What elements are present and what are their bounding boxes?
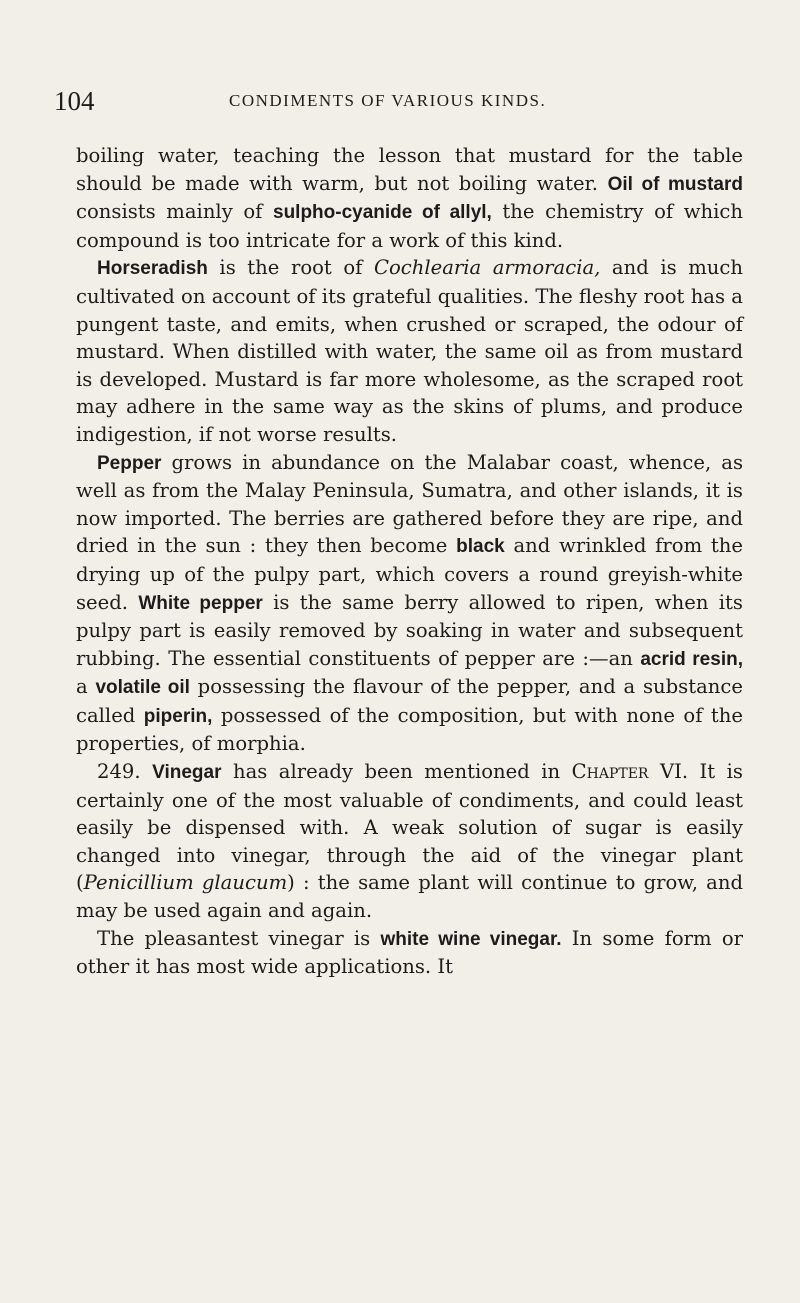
paragraph [76, 142, 743, 254]
small-caps-text: Chapter [571, 760, 649, 784]
bold-term: Horseradish [97, 258, 208, 280]
text-run: possessing the flavour of the pepper, and a substance called [76, 675, 743, 727]
text-run: and is much cultivated on account of its grateful qualities. The fleshy root has a pungent taste, and emits, when crushed or scraped, the odour of mustard. When distilled with water, the same oil as from mustard is developed. Mustard is far more wholesome, as the scraped root may adhere in the same way as the skins of plums, and produce indigestion, if not worse results. [76, 256, 743, 446]
text-run: consists mainly of [76, 200, 273, 224]
text-run: and wrinkled from the drying up of the pulpy part, which covers a round greyish-white seed. [76, 534, 743, 614]
bold-term: volatile oil [95, 677, 190, 699]
bold-term: Pepper [97, 452, 162, 474]
text-run: VI. It is certainly one of the most valuable of condiments, and could least easily be dispensed with. A weak solution of sugar is easily changed into vinegar, through the aid of the vinegar plant ( [76, 760, 743, 895]
bold-term: White pepper [138, 592, 263, 614]
paragraph [76, 758, 743, 925]
paragraph [76, 449, 743, 759]
body-text [76, 142, 743, 981]
text-run: possessed of the composition, but with none of the properties, of morphia. [76, 703, 743, 756]
text-run: is the same berry allowed to ripen, when its pulpy part is easily removed by soaking in water and subsequent rubbing. The essential constituents of pepper are :—an [76, 590, 743, 670]
text-run: ) : the same plant will continue to grow, and may be used again and again. [76, 871, 743, 923]
page-number: 104 [54, 86, 95, 116]
text-run: the chemistry of which compound is too intricate for a work of this kind. [76, 200, 743, 252]
bold-term: white wine vinegar. [380, 928, 562, 950]
text-run: boiling water, teaching the lesson that mustard for the table should be made with warm, but not boiling water. [76, 144, 743, 195]
text-run: The pleasantest vinegar is [97, 926, 381, 950]
text-run: has already been mentioned in [221, 760, 572, 784]
text-run: 249. [97, 760, 153, 784]
page-header [54, 86, 754, 126]
text-run: In some form or other it has most wide applications. It [76, 926, 743, 979]
italic-term: Penicillium glaucum [83, 871, 288, 895]
italic-term: Cochlearia armoracia, [373, 256, 601, 280]
bold-term: Oil of mustard [607, 173, 743, 195]
text-run: a [76, 675, 96, 699]
bold-term: piperin, [143, 705, 213, 727]
paragraph [76, 925, 743, 981]
bold-term: Vinegar [152, 762, 222, 784]
text-run: is the root of [207, 256, 374, 280]
bold-term: black [456, 536, 505, 558]
bold-term: acrid resin, [640, 648, 743, 670]
bold-term: sulpho-cyanide of allyl, [273, 202, 492, 224]
paragraph [76, 254, 743, 448]
running-head: CONDIMENTS OF VARIOUS KINDS. [229, 91, 547, 110]
text-run: grows in abundance on the Malabar coast, whence, as well as from the Malay Peninsula, Sumatra, and other islands, it is now imported. The berries are gathered before they are ripe, and dried in the sun : they then become [76, 450, 743, 558]
